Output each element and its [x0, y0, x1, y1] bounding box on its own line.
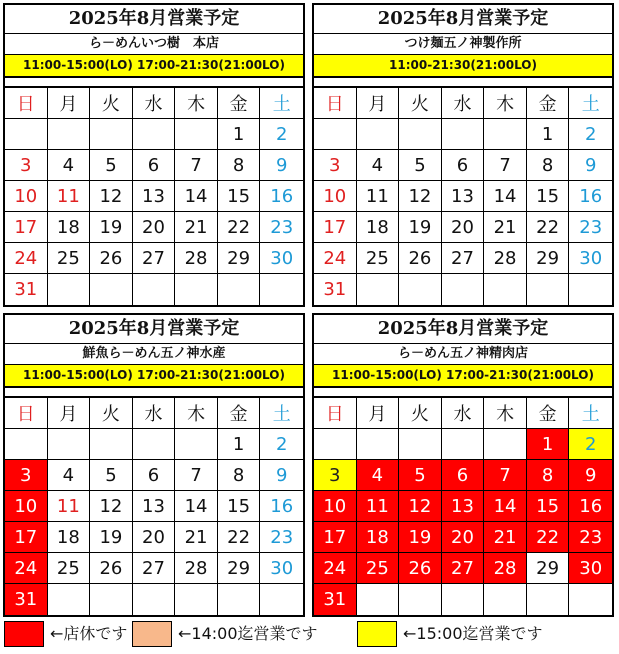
day-cell: 21 [175, 522, 218, 553]
empty-cell [484, 274, 527, 305]
empty-cell [484, 584, 527, 615]
day-cell: 28 [175, 553, 218, 584]
weekday-header: 土 [569, 398, 612, 429]
day-cell: 8 [218, 460, 261, 491]
day-cell: 6 [133, 150, 176, 181]
day-cell: 18 [48, 522, 91, 553]
weekday-header: 日 [5, 398, 48, 429]
day-cell: 13 [133, 491, 176, 522]
day-cell: 22 [218, 212, 261, 243]
day-cell: 6 [442, 460, 485, 491]
weekday-header: 月 [48, 88, 91, 119]
day-cell: 4 [48, 460, 91, 491]
day-cell: 22 [527, 212, 570, 243]
empty-cell [5, 119, 48, 150]
day-cell: 6 [133, 460, 176, 491]
shop-name: ら－めんいつ樹 本店 [5, 34, 303, 55]
empty-cell [260, 274, 303, 305]
calendar-title: 2025年8月営業予定 [314, 5, 612, 34]
day-cell: 1 [527, 429, 570, 460]
day-cell: 17 [5, 522, 48, 553]
weekday-header: 木 [484, 398, 527, 429]
empty-cell [133, 429, 176, 460]
day-cell: 5 [399, 150, 442, 181]
legend [0, 621, 619, 651]
empty-cell [357, 429, 400, 460]
day-cell: 20 [133, 522, 176, 553]
day-cell: 8 [527, 150, 570, 181]
day-cell: 24 [314, 243, 357, 274]
empty-cell [133, 584, 176, 615]
empty-cell [175, 429, 218, 460]
weekday-header: 金 [218, 88, 261, 119]
shop-name: つけ麺五ノ神製作所 [314, 34, 612, 55]
calendar-title: 2025年8月営業予定 [314, 315, 612, 344]
calendar-title: 2025年8月営業予定 [5, 315, 303, 344]
day-cell: 8 [218, 150, 261, 181]
empty-cell [357, 119, 400, 150]
legend-closed-swatch [4, 621, 44, 647]
day-cell: 24 [5, 243, 48, 274]
weekday-header: 日 [314, 88, 357, 119]
weekday-header: 水 [442, 88, 485, 119]
day-cell: 27 [133, 553, 176, 584]
day-cell: 25 [357, 553, 400, 584]
day-cell: 6 [442, 150, 485, 181]
empty-cell [218, 274, 261, 305]
day-cell: 30 [260, 553, 303, 584]
day-cell: 24 [314, 553, 357, 584]
empty-cell [314, 119, 357, 150]
day-cell: 17 [5, 212, 48, 243]
day-cell: 20 [442, 212, 485, 243]
day-cell: 18 [48, 212, 91, 243]
day-cell: 4 [357, 460, 400, 491]
day-cell: 11 [48, 181, 91, 212]
day-cell: 7 [175, 150, 218, 181]
day-cell: 29 [218, 243, 261, 274]
day-cell: 14 [175, 491, 218, 522]
day-cell: 9 [569, 460, 612, 491]
weekday-header: 木 [175, 88, 218, 119]
day-cell: 28 [484, 243, 527, 274]
day-cell: 29 [527, 243, 570, 274]
day-cell: 10 [5, 491, 48, 522]
empty-cell [442, 584, 485, 615]
day-cell: 7 [175, 460, 218, 491]
day-cell: 31 [5, 584, 48, 615]
calendar-seinikuten [312, 313, 614, 617]
day-cell: 30 [260, 243, 303, 274]
empty-cell [442, 119, 485, 150]
header-divider [5, 386, 303, 398]
weekday-header: 日 [314, 398, 357, 429]
day-cell: 21 [484, 212, 527, 243]
calendar-honten [3, 3, 305, 307]
day-cell: 5 [90, 150, 133, 181]
weekday-header: 金 [218, 398, 261, 429]
day-cell: 22 [527, 522, 570, 553]
calendar-grid [5, 88, 303, 305]
empty-cell [90, 119, 133, 150]
day-cell: 29 [527, 553, 570, 584]
day-cell: 26 [399, 553, 442, 584]
header-divider [314, 76, 612, 88]
empty-cell [175, 584, 218, 615]
day-cell: 23 [569, 212, 612, 243]
day-cell: 26 [90, 553, 133, 584]
day-cell: 14 [484, 491, 527, 522]
weekday-header: 土 [260, 88, 303, 119]
day-cell: 18 [357, 212, 400, 243]
day-cell: 17 [314, 212, 357, 243]
weekday-header: 土 [260, 398, 303, 429]
empty-cell [48, 119, 91, 150]
empty-cell [218, 584, 261, 615]
day-cell: 25 [48, 553, 91, 584]
day-cell: 19 [90, 522, 133, 553]
day-cell: 13 [442, 181, 485, 212]
day-cell: 19 [399, 212, 442, 243]
business-hours: 11:00-15:00(LO) 17:00-21:30(21:00LO) [5, 365, 303, 386]
day-cell: 2 [260, 429, 303, 460]
day-cell: 20 [133, 212, 176, 243]
day-cell: 3 [314, 150, 357, 181]
empty-cell [569, 584, 612, 615]
day-cell: 31 [5, 274, 48, 305]
header-divider [5, 76, 303, 88]
empty-cell [484, 429, 527, 460]
day-cell: 16 [260, 181, 303, 212]
day-cell: 20 [442, 522, 485, 553]
empty-cell [90, 584, 133, 615]
day-cell: 11 [357, 181, 400, 212]
day-cell: 3 [5, 460, 48, 491]
shop-name: 鮮魚ら－めん五ノ神水産 [5, 344, 303, 365]
weekday-header: 水 [133, 398, 176, 429]
day-cell: 10 [5, 181, 48, 212]
day-cell: 2 [260, 119, 303, 150]
day-cell: 9 [260, 460, 303, 491]
weekday-header: 月 [48, 398, 91, 429]
empty-cell [357, 584, 400, 615]
day-cell: 2 [569, 119, 612, 150]
day-cell: 3 [314, 460, 357, 491]
weekday-header: 木 [484, 88, 527, 119]
weekday-header: 火 [399, 88, 442, 119]
day-cell: 1 [527, 119, 570, 150]
weekday-header: 月 [357, 88, 400, 119]
day-cell: 1 [218, 429, 261, 460]
day-cell: 25 [357, 243, 400, 274]
day-cell: 12 [90, 491, 133, 522]
legend-closed-label: ←店休です [50, 624, 128, 643]
day-cell: 5 [399, 460, 442, 491]
calendar-grid [5, 398, 303, 615]
empty-cell [399, 429, 442, 460]
empty-cell [442, 429, 485, 460]
day-cell: 12 [90, 181, 133, 212]
empty-cell [357, 274, 400, 305]
day-cell: 13 [133, 181, 176, 212]
day-cell: 21 [175, 212, 218, 243]
legend-until14-label: ←14:00迄営業です [178, 624, 318, 643]
calendar-grid [314, 398, 612, 615]
weekday-header: 日 [5, 88, 48, 119]
empty-cell [175, 274, 218, 305]
day-cell: 5 [90, 460, 133, 491]
empty-cell [133, 119, 176, 150]
day-cell: 12 [399, 491, 442, 522]
day-cell: 26 [90, 243, 133, 274]
day-cell: 4 [48, 150, 91, 181]
weekday-header: 月 [357, 398, 400, 429]
weekday-header: 火 [90, 88, 133, 119]
day-cell: 2 [569, 429, 612, 460]
weekday-header: 火 [399, 398, 442, 429]
day-cell: 15 [527, 181, 570, 212]
day-cell: 27 [133, 243, 176, 274]
day-cell: 25 [48, 243, 91, 274]
empty-cell [48, 584, 91, 615]
day-cell: 14 [175, 181, 218, 212]
empty-cell [90, 429, 133, 460]
empty-cell [314, 429, 357, 460]
day-cell: 16 [260, 491, 303, 522]
day-cell: 15 [218, 491, 261, 522]
day-cell: 12 [399, 181, 442, 212]
weekday-header: 水 [133, 88, 176, 119]
day-cell: 18 [357, 522, 400, 553]
business-hours: 11:00-15:00(LO) 17:00-21:30(21:00LO) [5, 55, 303, 76]
day-cell: 16 [569, 181, 612, 212]
day-cell: 7 [484, 150, 527, 181]
business-hours: 11:00-21:30(21:00LO) [314, 55, 612, 76]
legend-until14-swatch [132, 621, 172, 647]
empty-cell [484, 119, 527, 150]
day-cell: 10 [314, 491, 357, 522]
empty-cell [90, 274, 133, 305]
day-cell: 26 [399, 243, 442, 274]
empty-cell [260, 584, 303, 615]
day-cell: 14 [484, 181, 527, 212]
day-cell: 27 [442, 553, 485, 584]
day-cell: 21 [484, 522, 527, 553]
day-cell: 17 [314, 522, 357, 553]
day-cell: 1 [218, 119, 261, 150]
header-divider [314, 386, 612, 398]
calendar-grid [314, 88, 612, 305]
day-cell: 19 [90, 212, 133, 243]
day-cell: 27 [442, 243, 485, 274]
day-cell: 31 [314, 584, 357, 615]
day-cell: 28 [484, 553, 527, 584]
day-cell: 23 [260, 212, 303, 243]
day-cell: 19 [399, 522, 442, 553]
weekday-header: 金 [527, 88, 570, 119]
day-cell: 22 [218, 522, 261, 553]
day-cell: 15 [218, 181, 261, 212]
empty-cell [399, 119, 442, 150]
day-cell: 29 [218, 553, 261, 584]
empty-cell [5, 429, 48, 460]
empty-cell [527, 584, 570, 615]
day-cell: 13 [442, 491, 485, 522]
empty-cell [175, 119, 218, 150]
day-cell: 31 [314, 274, 357, 305]
day-cell: 4 [357, 150, 400, 181]
day-cell: 9 [260, 150, 303, 181]
day-cell: 3 [5, 150, 48, 181]
day-cell: 9 [569, 150, 612, 181]
day-cell: 8 [527, 460, 570, 491]
day-cell: 30 [569, 243, 612, 274]
weekday-header: 木 [175, 398, 218, 429]
day-cell: 10 [314, 181, 357, 212]
business-hours: 11:00-15:00(LO) 17:00-21:30(21:00LO) [314, 365, 612, 386]
shop-name: ら－めん五ノ神精肉店 [314, 344, 612, 365]
legend-until15-swatch [357, 621, 397, 647]
weekday-header: 火 [90, 398, 133, 429]
empty-cell [133, 274, 176, 305]
empty-cell [399, 584, 442, 615]
day-cell: 23 [260, 522, 303, 553]
weekday-header: 土 [569, 88, 612, 119]
weekday-header: 金 [527, 398, 570, 429]
day-cell: 28 [175, 243, 218, 274]
empty-cell [442, 274, 485, 305]
day-cell: 24 [5, 553, 48, 584]
day-cell: 30 [569, 553, 612, 584]
empty-cell [48, 429, 91, 460]
empty-cell [569, 274, 612, 305]
day-cell: 7 [484, 460, 527, 491]
legend-until15-label: ←15:00迄営業です [403, 624, 543, 643]
day-cell: 11 [357, 491, 400, 522]
calendar-suisan [3, 313, 305, 617]
empty-cell [527, 274, 570, 305]
empty-cell [399, 274, 442, 305]
day-cell: 16 [569, 491, 612, 522]
weekday-header: 水 [442, 398, 485, 429]
empty-cell [48, 274, 91, 305]
calendar-seisakusho [312, 3, 614, 307]
day-cell: 11 [48, 491, 91, 522]
day-cell: 23 [569, 522, 612, 553]
day-cell: 15 [527, 491, 570, 522]
calendar-title: 2025年8月営業予定 [5, 5, 303, 34]
